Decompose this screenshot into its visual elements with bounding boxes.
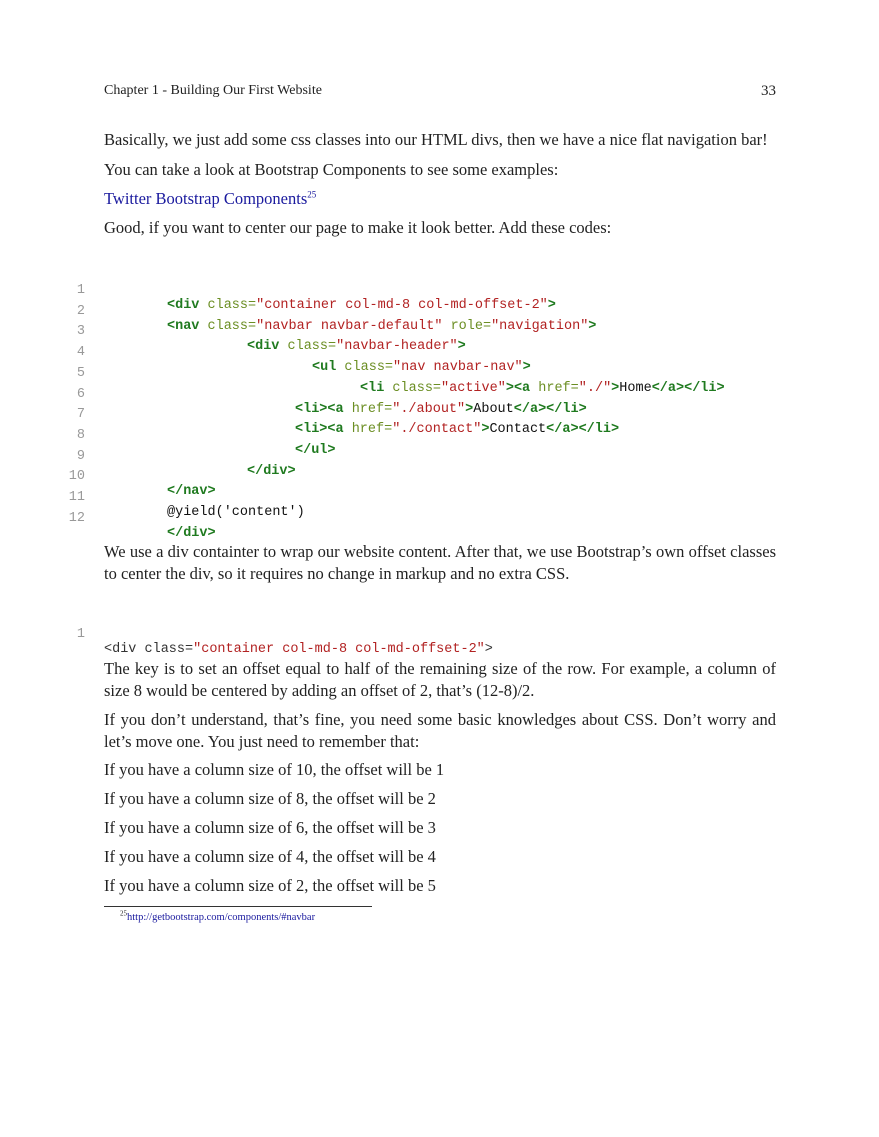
code-token: > xyxy=(484,642,493,657)
code-token: </a> xyxy=(546,422,579,438)
line-number: 6 xyxy=(76,386,85,402)
code-token: <div xyxy=(247,339,280,355)
code-token: "./" xyxy=(578,380,612,396)
bootstrap-components-link[interactable]: Twitter Bootstrap Components xyxy=(104,189,308,208)
code-token: <li xyxy=(360,380,385,396)
line-number: 1 xyxy=(76,283,85,298)
footnote-number: 25 xyxy=(120,909,127,918)
code-line xyxy=(60,496,216,541)
line-number: 12 xyxy=(68,510,85,526)
code-token: href= xyxy=(530,380,579,396)
line-number: 3 xyxy=(76,324,85,340)
paragraph-5: The key is to set an offset equal to half of the remaining size of the row. For example, a column of size 8 would be centered by adding an offset of 2, that’s (12-8)/2. xyxy=(104,659,776,700)
code-token: <a xyxy=(327,401,344,417)
code-token: "navbar navbar-default" xyxy=(256,318,443,334)
code-token: class= xyxy=(136,642,194,657)
code-token: </li> xyxy=(684,380,725,396)
code-token: </div> xyxy=(247,463,296,479)
code-token: </li> xyxy=(546,401,587,417)
page-number: 33 xyxy=(761,83,776,99)
code-token: <li> xyxy=(295,401,328,417)
line-number: 2 xyxy=(76,303,85,319)
code-token: </nav> xyxy=(167,484,216,500)
paragraph-3: Good, if you want to center our page to make it look better. Add these codes: xyxy=(104,218,612,237)
code-token: > xyxy=(465,401,474,417)
paragraph-1: Basically, we just add some css classes into our HTML divs, then we have a nice flat navigation bar! xyxy=(104,130,768,149)
code-token: class= xyxy=(199,318,257,334)
code-token: href= xyxy=(343,401,393,417)
code-token: > xyxy=(481,422,490,438)
code-token: > xyxy=(611,380,620,396)
list-item: If you have a column size of 6, the offset will be 3 xyxy=(104,818,436,837)
code-token: class= xyxy=(384,380,442,396)
list-item: If you have a column size of 4, the offset will be 4 xyxy=(104,847,436,866)
code-token: </ul> xyxy=(295,442,336,458)
code-token: </div> xyxy=(167,525,216,541)
line-number: 8 xyxy=(76,427,85,443)
code-token: Contact xyxy=(489,422,547,438)
paragraph-4: We use a div containter to wrap our website content. After that, we use Bootstrap’s own offset classes to center the div, so it requires no change in markup and no extra CSS. xyxy=(104,542,776,583)
code-token: class= xyxy=(199,298,257,313)
code-token: <nav xyxy=(167,318,200,334)
code-token: @yield('content') xyxy=(167,505,305,520)
code-token: "active" xyxy=(441,380,506,396)
line-number: 5 xyxy=(76,365,85,381)
code-token: </a> xyxy=(651,380,685,396)
code-token: > xyxy=(588,318,597,334)
footnote-ref[interactable]: 25 xyxy=(307,189,317,200)
code-token: > xyxy=(547,298,556,313)
link-paragraph xyxy=(104,188,776,210)
line-number: 1 xyxy=(76,627,85,642)
list-item: If you have a column size of 8, the offset will be 2 xyxy=(104,789,436,808)
code-token: class= xyxy=(336,360,394,376)
footnote-divider xyxy=(104,906,372,907)
code-token: > xyxy=(505,380,514,396)
paragraph-6: If you don’t understand, that’s fine, you need some basic knowledges about CSS. Don’t worry and let’s move one. You just need to remember that: xyxy=(104,710,776,751)
code-token: > xyxy=(457,339,466,355)
code-token: "navigation" xyxy=(491,318,589,334)
code-line xyxy=(60,612,493,657)
code-token: class= xyxy=(279,339,337,355)
code-token: role= xyxy=(442,318,492,334)
code-token: <div xyxy=(167,298,200,313)
footnote xyxy=(120,909,316,923)
code-token: "navbar-header" xyxy=(336,339,458,355)
code-token: "./about" xyxy=(392,401,466,417)
footnote-url[interactable]: http://getbootstrap.com/components/#navbar xyxy=(127,912,316,923)
code-token: "container col-md-8 col-md-offset-2" xyxy=(256,298,548,313)
code-token: "./contact" xyxy=(392,422,482,438)
code-token: <ul xyxy=(312,360,337,376)
chapter-title: Chapter 1 - Building Our First Website xyxy=(104,83,322,98)
list-item: If you have a column size of 10, the offset will be 1 xyxy=(104,760,445,779)
code-token: </a> xyxy=(513,401,547,417)
code-token: <div xyxy=(104,642,137,657)
code-token: Home xyxy=(619,380,652,396)
line-number: 4 xyxy=(76,345,85,361)
code-token: <li> xyxy=(295,422,328,438)
paragraph-2: You can take a look at Bootstrap Components to see some examples: xyxy=(104,160,559,179)
line-number: 11 xyxy=(68,490,85,505)
line-number: 9 xyxy=(76,448,85,464)
code-token: <a xyxy=(327,422,344,438)
line-number: 7 xyxy=(76,407,85,423)
code-line xyxy=(60,268,556,313)
code-token: About xyxy=(473,401,514,417)
list-item: If you have a column size of 2, the offset will be 5 xyxy=(104,876,436,895)
code-token: </li> xyxy=(578,422,620,438)
code-token: "container col-md-8 col-md-offset-2" xyxy=(193,642,485,657)
code-token: "nav navbar-nav" xyxy=(393,360,523,376)
code-token: <a xyxy=(513,380,531,396)
line-number: 10 xyxy=(68,469,85,485)
code-token: href= xyxy=(343,422,393,438)
running-header xyxy=(104,83,776,99)
code-token: > xyxy=(522,360,531,376)
